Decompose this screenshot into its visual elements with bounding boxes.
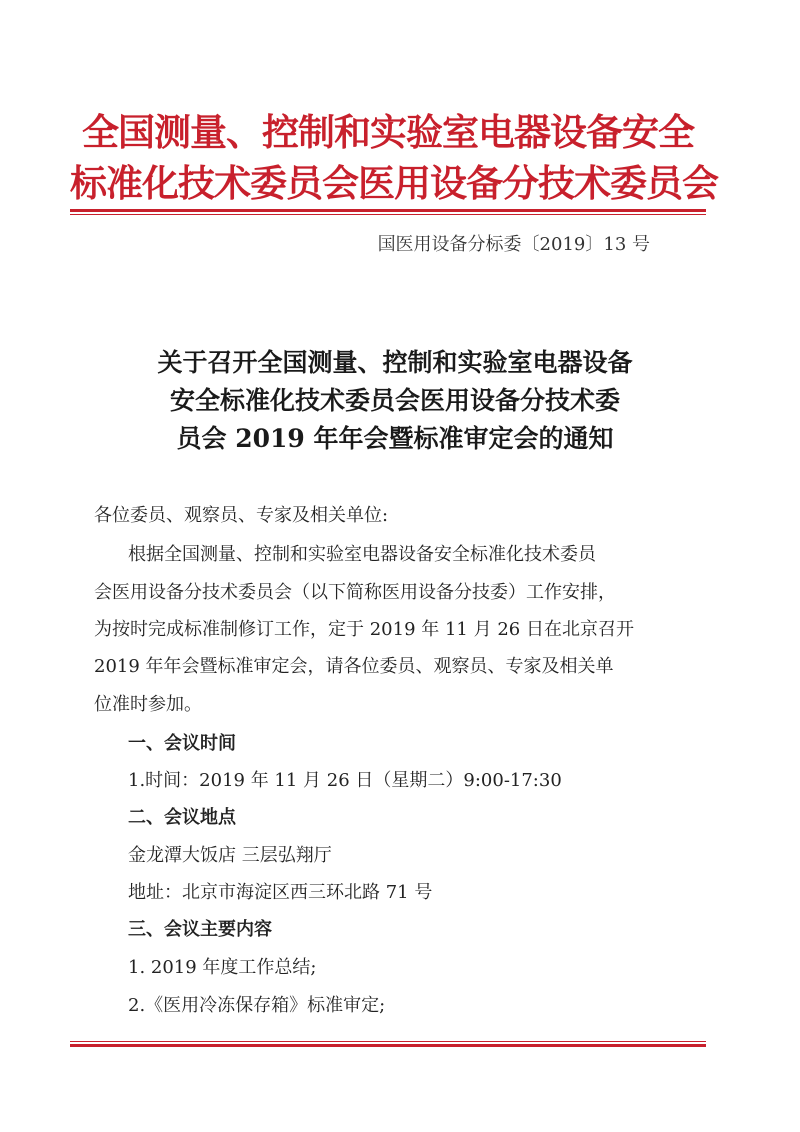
paragraph-line-1: 根据全国测量、控制和实验室电器设备安全标准化技术委员 bbox=[128, 544, 596, 565]
footer-divider-thick bbox=[70, 1044, 706, 1047]
salutation: 各位委员、观察员、专家及相关单位: bbox=[94, 505, 389, 526]
header-divider-thick bbox=[70, 209, 706, 212]
paragraph-line-5: 位准时参加。 bbox=[94, 694, 202, 715]
section-heading-venue: 二、会议地点 bbox=[128, 807, 236, 828]
content-item-2: 2.《医用冷冻保存箱》标准审定; bbox=[128, 995, 386, 1016]
meeting-venue: 金龙潭大饭店 三层弘翔厅 bbox=[128, 845, 332, 866]
section-heading-time: 一、会议时间 bbox=[128, 733, 236, 754]
notice-title-line-1: 关于召开全国测量、控制和实验室电器设备 bbox=[157, 348, 633, 377]
meeting-address: 地址：北京市海淀区西三环北路 71 号 bbox=[128, 882, 433, 903]
document-number: 国医用设备分标委〔2019〕13 号 bbox=[377, 234, 650, 255]
footer-divider-thin bbox=[70, 1041, 706, 1042]
header-divider-thin bbox=[70, 214, 706, 215]
notice-title-line-3: 员会 2019 年年会暨标准审定会的通知 bbox=[176, 424, 614, 453]
notice-title-line-2: 安全标准化技术委员会医用设备分技术委 bbox=[169, 386, 620, 415]
paragraph-line-3: 为按时完成标准制修订工作，定于 2019 年 11 月 26 日在北京召开 bbox=[94, 619, 634, 640]
meeting-time: 1.时间：2019 年 11 月 26 日（星期二）9:00-17:30 bbox=[128, 770, 562, 791]
section-heading-content: 三、会议主要内容 bbox=[128, 919, 272, 940]
paragraph-line-2: 会医用设备分技术委员会（以下简称医用设备分技委）工作安排， bbox=[94, 582, 616, 603]
paragraph-line-4: 2019 年年会暨标准审定会，请各位委员、观察员、专家及相关单 bbox=[94, 656, 614, 677]
content-item-1: 1. 2019 年度工作总结; bbox=[128, 957, 317, 978]
header-title-line-1: 全国测量、控制和实验室电器设备安全 bbox=[82, 110, 694, 154]
header-title-line-2: 标准化技术委员会医用设备分技术委员会 bbox=[70, 161, 718, 205]
